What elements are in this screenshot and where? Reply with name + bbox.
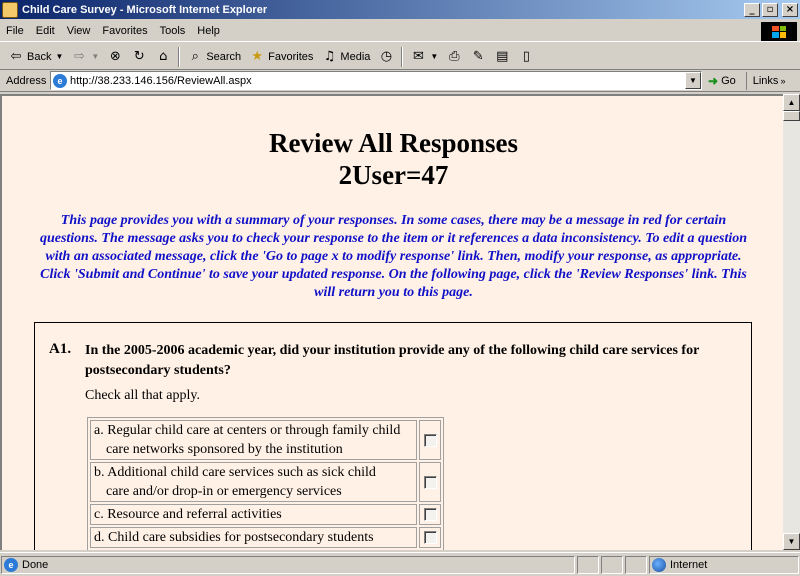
favorites-label: Favorites bbox=[268, 50, 314, 63]
search-button[interactable] bbox=[183, 46, 245, 68]
menu-tools[interactable]: Tools bbox=[159, 25, 186, 37]
edit-icon: ✎ bbox=[472, 48, 484, 64]
history-button[interactable] bbox=[374, 46, 398, 68]
option-checkbox[interactable] bbox=[424, 476, 437, 489]
option-line2: care networks sponsored by the institution bbox=[106, 442, 343, 457]
mail-button[interactable] bbox=[406, 46, 442, 68]
option-line1: b. Additional child care services such as sick child bbox=[94, 465, 376, 480]
refresh-button[interactable] bbox=[127, 46, 151, 68]
scroll-thumb[interactable] bbox=[783, 111, 800, 121]
print-button[interactable] bbox=[442, 46, 466, 68]
status-panel bbox=[625, 556, 647, 574]
home-icon: ⌂ bbox=[159, 48, 168, 64]
option-line1: c. Resource and referral activities bbox=[94, 507, 282, 522]
forward-button[interactable] bbox=[67, 46, 103, 68]
maximize-button[interactable]: ▫ bbox=[762, 3, 778, 17]
stop-button[interactable] bbox=[103, 46, 127, 68]
option-label bbox=[90, 527, 417, 548]
go-arrow-icon: ➜ bbox=[708, 73, 719, 88]
status-bar bbox=[0, 552, 800, 576]
question-instruction: Check all that apply. bbox=[85, 388, 200, 403]
address-bar bbox=[0, 70, 800, 92]
print-icon: ⎙ bbox=[449, 48, 460, 64]
toolbar-separator bbox=[178, 47, 180, 67]
intro-text: This page provides you with a summary of your responses. In some cases, there may be a message in red for certain questions. The message asks you to check your response to the item or it references a data inconsistency. To edit a question with an associated message, click the 'Go to page x to modify response' link. Then, modify your response, as appropriate. Click 'Submit and Continue' to save your updated response. On the following page, click the 'Review Responses' link. This will return you to this page. bbox=[39, 213, 748, 300]
home-button[interactable] bbox=[151, 46, 175, 68]
option-line2: care and/or drop-in or emergency services bbox=[106, 484, 342, 499]
search-label: Search bbox=[206, 50, 242, 63]
address-dropdown-button[interactable]: ▼ bbox=[685, 72, 701, 89]
address-input[interactable] bbox=[50, 71, 702, 90]
page-viewport bbox=[0, 94, 783, 550]
messenger-icon: ▯ bbox=[522, 48, 530, 64]
forward-arrow-icon: ⇨ bbox=[73, 48, 85, 64]
discuss-icon: ▤ bbox=[496, 48, 509, 64]
menu-edit[interactable]: Edit bbox=[35, 25, 55, 37]
option-row bbox=[90, 420, 441, 460]
option-label bbox=[90, 462, 417, 502]
menu-file[interactable]: File bbox=[6, 25, 24, 37]
windows-logo-icon bbox=[761, 22, 797, 41]
option-row bbox=[90, 527, 441, 548]
mail-icon: ✉ bbox=[412, 48, 424, 64]
option-label bbox=[90, 504, 417, 525]
forward-dropdown-icon[interactable]: ▼ bbox=[91, 52, 100, 61]
media-button[interactable] bbox=[317, 46, 374, 68]
option-label bbox=[90, 420, 417, 460]
option-checkbox[interactable] bbox=[424, 434, 437, 447]
option-checkbox-cell bbox=[419, 527, 441, 548]
links-label: Links bbox=[752, 74, 779, 87]
favorites-button[interactable] bbox=[245, 46, 317, 68]
minimize-button[interactable]: _ bbox=[744, 3, 760, 17]
menu-view[interactable]: View bbox=[66, 25, 91, 37]
history-icon: ◷ bbox=[380, 48, 393, 64]
address-url[interactable]: http://38.233.146.156/ReviewAll.aspx bbox=[70, 74, 252, 87]
option-checkbox[interactable] bbox=[424, 531, 437, 544]
menu-bar bbox=[0, 21, 800, 42]
back-arrow-icon: ⇦ bbox=[10, 48, 22, 64]
option-checkbox-cell bbox=[419, 504, 441, 525]
question-text: In the 2005-2006 academic year, did your institution provide any of the following child care services for postsecondary students? bbox=[85, 343, 700, 378]
chevron-right-icon: » bbox=[780, 75, 786, 86]
status-panel bbox=[601, 556, 623, 574]
favorites-star-icon: ★ bbox=[251, 48, 263, 64]
media-label: Media bbox=[340, 50, 371, 63]
edit-button[interactable] bbox=[466, 46, 490, 68]
go-label: Go bbox=[721, 74, 736, 87]
option-checkbox[interactable] bbox=[424, 508, 437, 521]
zone-label: Internet bbox=[670, 558, 708, 571]
option-row bbox=[90, 462, 441, 502]
question-box bbox=[34, 322, 752, 550]
option-row bbox=[90, 504, 441, 525]
option-line1: d. Child care subsidies for postsecondary students bbox=[94, 530, 374, 545]
app-icon bbox=[2, 2, 18, 18]
status-text-panel bbox=[1, 556, 575, 574]
back-dropdown-icon[interactable]: ▼ bbox=[55, 52, 64, 61]
back-label: Back bbox=[27, 50, 52, 63]
option-checkbox-cell bbox=[419, 462, 441, 502]
vertical-scrollbar[interactable] bbox=[783, 94, 800, 550]
options-table bbox=[87, 417, 444, 550]
security-zone-panel bbox=[649, 556, 799, 574]
globe-icon bbox=[652, 558, 666, 572]
window-title: Child Care Survey - Microsoft Internet Explorer bbox=[22, 3, 268, 16]
question-number: A1. bbox=[49, 341, 72, 357]
discuss-button[interactable] bbox=[490, 46, 514, 68]
option-checkbox-cell bbox=[419, 420, 441, 460]
go-button[interactable] bbox=[708, 74, 736, 88]
title-bar bbox=[0, 0, 800, 19]
page-subtitle: 2User=47 bbox=[338, 160, 449, 190]
address-label: Address bbox=[6, 74, 47, 87]
page-icon: e bbox=[53, 74, 67, 88]
media-icon: ♫ bbox=[323, 48, 336, 64]
toolbar bbox=[0, 44, 800, 70]
stop-icon: ⊗ bbox=[109, 48, 121, 64]
close-button[interactable]: × bbox=[782, 3, 798, 17]
search-icon: ⌕ bbox=[191, 48, 199, 64]
status-text: Done bbox=[22, 558, 49, 571]
refresh-icon: ↻ bbox=[133, 48, 145, 64]
messenger-button[interactable] bbox=[514, 46, 538, 68]
page-title: Review All Responses bbox=[269, 128, 518, 158]
window-controls bbox=[744, 3, 798, 17]
mail-dropdown-icon[interactable]: ▼ bbox=[430, 52, 439, 61]
scroll-up-button[interactable]: ▲ bbox=[783, 94, 800, 111]
toolbar-separator bbox=[401, 47, 403, 67]
menu-help[interactable]: Help bbox=[197, 25, 220, 37]
scroll-down-button[interactable]: ▼ bbox=[783, 533, 800, 550]
menu-favorites[interactable]: Favorites bbox=[102, 25, 148, 37]
option-line1: a. Regular child care at centers or through family child bbox=[94, 423, 401, 438]
status-panel bbox=[577, 556, 599, 574]
back-button[interactable] bbox=[4, 46, 67, 68]
page-done-icon: e bbox=[4, 558, 18, 572]
links-button[interactable] bbox=[746, 72, 786, 90]
